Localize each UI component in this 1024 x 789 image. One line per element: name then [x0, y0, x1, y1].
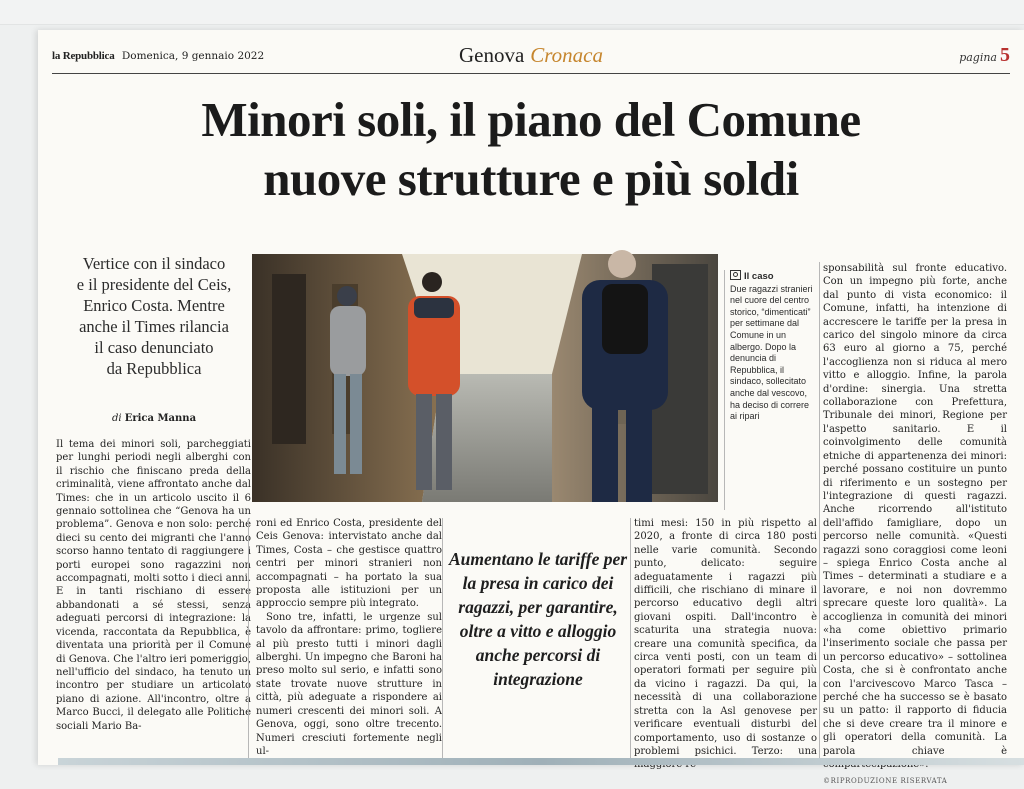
byline — [56, 413, 252, 424]
copyright-notice: ©RIPRODUZIONE RISERVATA — [823, 777, 948, 786]
column-divider — [819, 262, 820, 758]
paragraph: roni ed Enrico Costa, presidente del Ceis Genova: intervistato anche dal Times, Costa – che gestisce quattro centri per minori stranieri non accompagnati – ha portato la sua proposta alle istituzioni per un approccio sempre più integrato. — [256, 518, 442, 610]
sidebar-text: Due ragazzi stranieri nel cuore del centro storico, “dimenticati” per settimane dal Comune in un albergo. Dopo la denuncia di Repubblica, il sindaco, sollecitato anche dal vescovo, ha deciso di correre ai ripari — [730, 283, 813, 422]
sidebar-il-caso — [730, 270, 816, 423]
column-divider — [442, 518, 443, 758]
column-divider — [248, 518, 249, 758]
section-name: Genova — [458, 43, 525, 67]
browser-top-bar — [0, 0, 1024, 25]
article-photo — [252, 254, 718, 502]
author-name: Erica Manna — [124, 413, 197, 424]
intro-line: e il presidente del Ceis, — [76, 275, 232, 294]
title-line-1: Minori soli, il piano del Comune — [201, 92, 861, 147]
intro-line: anche il Times rilancia — [79, 317, 229, 336]
article-column-5 — [823, 262, 1007, 789]
article-intro — [56, 253, 252, 379]
article-column-2 — [256, 517, 442, 758]
section-header — [38, 43, 1024, 68]
title-line-2: nuove strutture e più soldi — [263, 151, 799, 206]
page-number: 5 — [1000, 44, 1010, 66]
column-divider — [630, 518, 631, 758]
paragraph: Sono tre, infatti, le urgenze sul tavolo da affrontare: primo, togliere al più presto tutti i minori dagli alberghi. Un impegno che Baroni ha preso molto sul serio, e infatti sono state trovate nuove strutture in città, più adeguate a rispondere ai numeri crescenti dei minori soli. A Genova, oggi, sono oltre trecento. Numeri cresciuti fortemente negli ul- — [256, 611, 442, 757]
header-rule — [52, 73, 1010, 74]
street-scene-image — [252, 254, 718, 502]
next-page-strip — [58, 758, 1024, 765]
camera-icon — [730, 270, 741, 280]
intro-line: Enrico Costa. Mentre — [83, 296, 225, 315]
article-title — [38, 90, 1024, 208]
newspaper-brand: la Repubblica — [52, 50, 115, 62]
newspaper-page — [38, 30, 1024, 786]
intro-line: Vertice con il sindaco — [82, 254, 226, 273]
intro-line: da Repubblica — [106, 359, 202, 378]
issue-date: Domenica, 9 gennaio 2022 — [121, 50, 265, 62]
sidebar-label-text: Il caso — [744, 271, 774, 282]
column-divider — [724, 270, 725, 510]
article-column-4: timi mesi: 150 in più rispetto al 2020, a fronte di circa 180 posti nelle varie comunità. Secondo punto, delicato: seguire adeguatamente i ragazzi più difficili, che rischiano di minare il percorso educativo degli altri giovani ospiti. Dall'incontro è scaturita una strategia nuova: creare una comunità specifica, da circa venti posti, con un team di operatori formati per seguire più da vicino i ragazzi. Da qui, la necessità di una collaborazione stretta con la Asl genovese per verificare eventuali disturbi del comportamento, uso di sostanze o problemi psichici. Terzo: una — [634, 518, 817, 757]
intro-line: il caso denunciato — [94, 338, 214, 357]
pull-quote: Aumentano le tariffe per la presa in carico dei ragazzi, per garantire, oltre a vitto e alloggio anche percorsi di integrazione — [448, 549, 628, 689]
article-column-1: Il tema dei minori soli, parcheggiati per lunghi periodi negli alberghi con il rischio che finiscano preda della criminalità, viene affrontato anche dal Times: che in un articolo uscito il 6 gennaio sottolinea che “Genova ha un problema”. Genova e non solo: perché dieci su cento dei migranti che l'anno scorso hanno tentato di raggiungere i porti europei sono ragazzini non accompagnati, molti sotto i dieci anni. E in tanti rischiano di essere abbandonati a sé stessi, senza adeguati percorsi di integrazione: la vicenda, raccontata da Repubblica, è diventata una priorità per il Comune di Genova. Che l'altro ieri pomeriggio, nell'ufficio del sindaco, ha tenuto un incontro per studiare un articolato piano di azione. All'incontro, oltre a Marco Bucci, il delegato alle Politiche sociali Mario Ba- — [56, 439, 251, 732]
byline-prefix: di — [111, 413, 122, 424]
page-label: pagina — [959, 51, 997, 64]
sidebar-label — [730, 270, 816, 283]
subsection-name: Cronaca — [530, 43, 604, 67]
page-indicator — [959, 44, 1010, 67]
column-text: sponsabilità sul fronte educativo. Con un impegno più forte, anche dal punto di vista economico: il Comune, infatti, ha intenzione di accrescere le tariffe per la presa in carico del singolo minore da circa 63 euro al giorno a 75, perché l'accoglienza non si riduca al mero vitto e alloggio. Infine, la parola d'ordine: sinergia. Una stretta collaborazione con Prefettura, Tribunale dei minori, Regione per l'aspetto sanitario. E il coinvolgimento delle comunità etniche di appartenenza dei minori: perché possano costituire un punto di riferimento e un sostegno per l'integrazione di questi ragazzi. Anche ricorrendo all'istituto dell'affido famigliare, dopo un percorso nelle comunità. «Questi ragazzi sono coraggiosi come leoni – spiega Enrico Costa anche al Times – determinati a studiare e a lavorare, e noi non dovremmo sprecare queste loro qualità». La accoglienza in comunità dei minori «ha come obiettivo primario l'inserimento sociale che passa per un percorso educativo» – sottolinea Costa, che si è confrontato anche con l'arcivescovo Marco Tasca – perché che ha successo se è basato su un patto: il rapporto di fiducia che si deve creare tra il minore e gli operatori della comunità. La parola chiave è — [823, 263, 1007, 757]
